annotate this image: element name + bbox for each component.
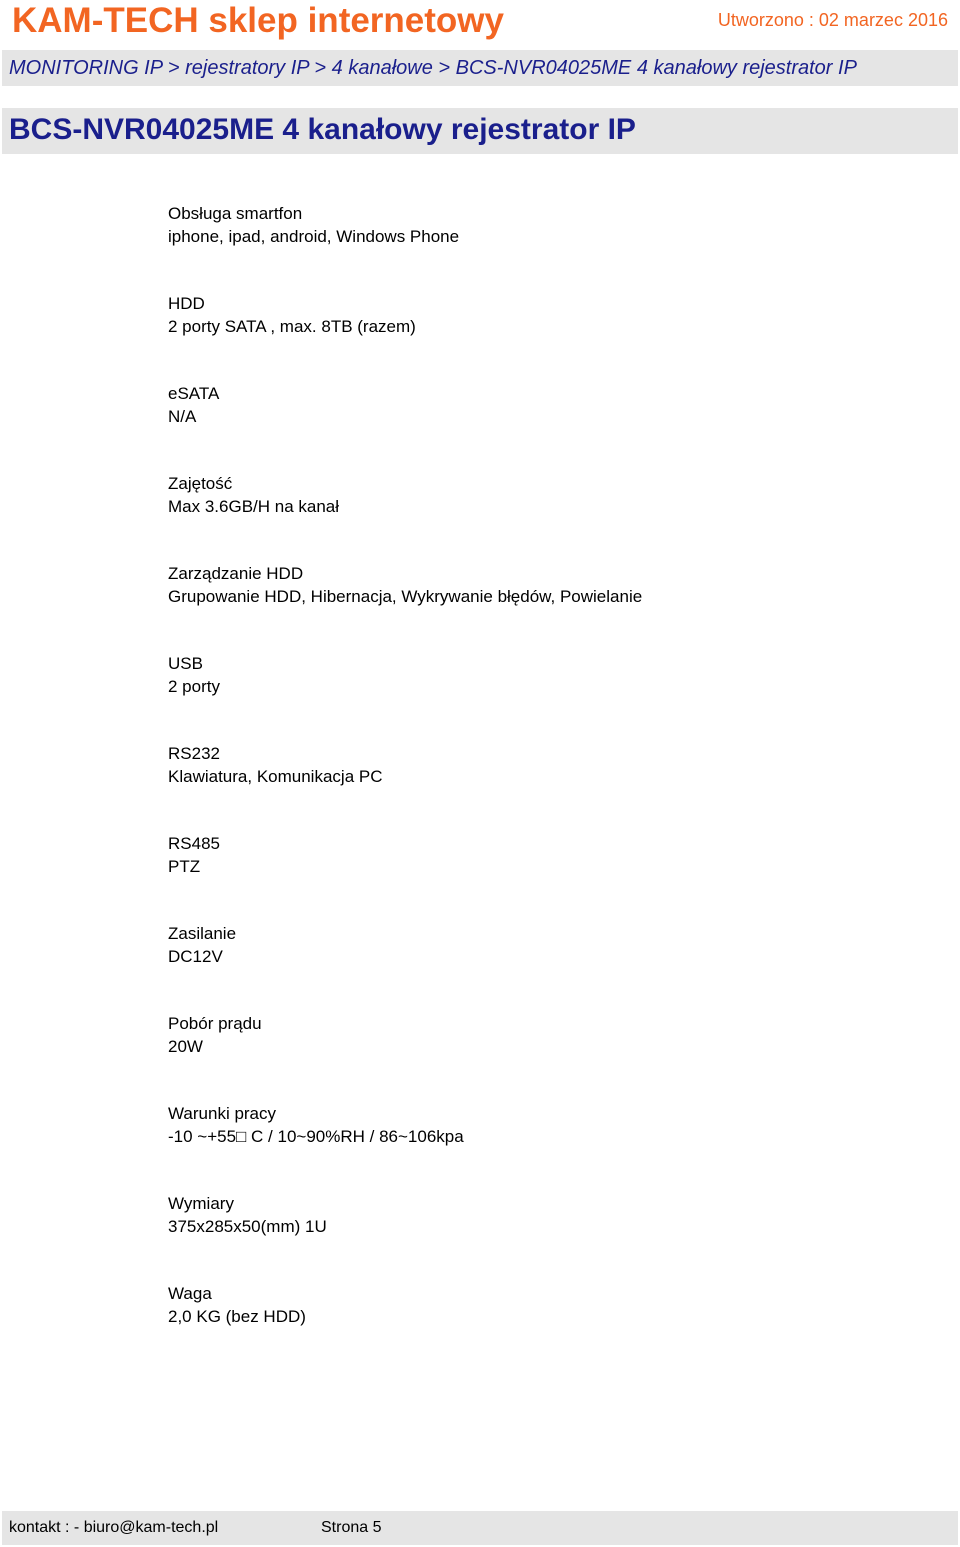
- spec-label: RS232: [168, 744, 220, 763]
- spec-label: eSATA: [168, 384, 220, 403]
- spec-label: USB: [168, 654, 203, 673]
- title-bar: [2, 108, 958, 154]
- spec-label: Pobór prądu: [168, 1014, 262, 1033]
- breadcrumb-bar: [2, 50, 958, 86]
- spec-item: [168, 742, 928, 832]
- product-title: BCS-NVR04025ME 4 kanałowy rejestrator IP: [9, 113, 636, 146]
- spec-label: Waga: [168, 1284, 212, 1303]
- spec-value: Max 3.6GB/H na kanał: [168, 497, 340, 516]
- spec-value: PTZ: [168, 857, 201, 876]
- spec-list: [168, 202, 928, 1372]
- store-brand: KAM-TECH sklep internetowy: [12, 1, 504, 40]
- spec-value: N/A: [168, 407, 197, 426]
- spec-item: [168, 292, 928, 382]
- page-header: [0, 0, 960, 48]
- spec-item: [168, 1102, 928, 1192]
- breadcrumb: MONITORING IP > rejestratory IP > 4 kanałowe > BCS-NVR04025ME 4 kanałowy rejestrator IP: [9, 57, 857, 79]
- spec-value: 375x285x50(mm) 1U: [168, 1217, 327, 1236]
- spec-item: [168, 1192, 928, 1282]
- spec-value: DC12V: [168, 947, 223, 966]
- spec-label: Warunki pracy: [168, 1104, 277, 1123]
- page-footer: [2, 1511, 958, 1545]
- spec-value: 2,0 KG (bez HDD): [168, 1307, 306, 1326]
- spec-value: iphone, ipad, android, Windows Phone: [168, 227, 460, 246]
- spec-value: 20W: [168, 1037, 203, 1056]
- spec-item: [168, 562, 928, 652]
- contact-info: kontakt : - biuro@kam-tech.pl: [9, 1519, 219, 1536]
- creation-date: Utworzono : 02 marzec 2016: [717, 10, 948, 30]
- spec-label: RS485: [168, 834, 220, 853]
- spec-value: Klawiatura, Komunikacja PC: [168, 767, 383, 786]
- spec-label: Zarządzanie HDD: [168, 564, 304, 583]
- spec-item: [168, 382, 928, 472]
- spec-item: [168, 652, 928, 742]
- spec-value: -10 ~+55□ C / 10~90%RH / 86~106kpa: [168, 1127, 464, 1146]
- spec-item: [168, 202, 928, 292]
- spec-label: Wymiary: [168, 1194, 234, 1213]
- spec-label: Obsługa smartfon: [168, 204, 303, 223]
- spec-item: [168, 472, 928, 562]
- spec-value: Grupowanie HDD, Hibernacja, Wykrywanie błędów, Powielanie: [168, 587, 643, 606]
- spec-label: Zajętość: [168, 474, 233, 493]
- spec-label: HDD: [168, 294, 205, 313]
- spec-item: [168, 832, 928, 922]
- spec-item: [168, 922, 928, 1012]
- spec-value: 2 porty: [168, 677, 220, 696]
- spec-item: [168, 1282, 928, 1372]
- page-number: Strona 5: [321, 1519, 382, 1536]
- spec-item: [168, 1012, 928, 1102]
- spec-value: 2 porty SATA , max. 8TB (razem): [168, 317, 416, 336]
- spec-label: Zasilanie: [168, 924, 237, 943]
